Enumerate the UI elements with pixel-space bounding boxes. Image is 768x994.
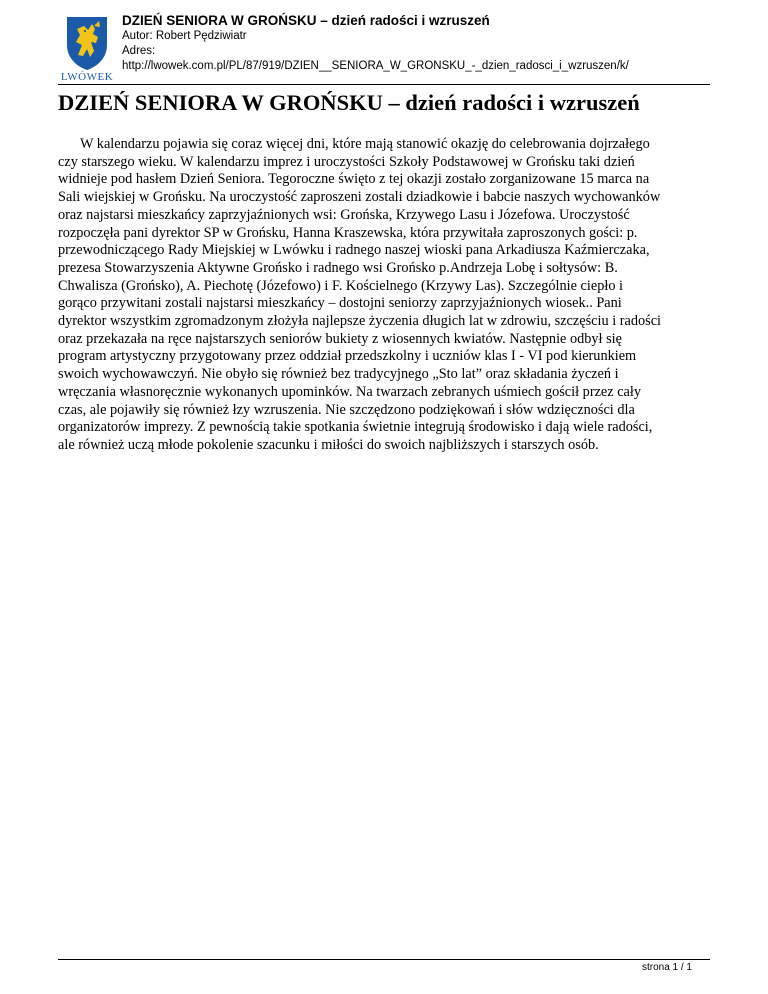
article-line: W kalendarzu pojawia się coraz więcej dni, które mają stanowić okazję do celebrowania dojrzałego	[80, 136, 650, 152]
article-line: program artystyczny przygotowany przez oddział przedszkolny i uczniów klas I - VI pod kierunkiem	[58, 348, 637, 365]
article-line: widnieje pod hasłem Dzień Seniora. Tegoroczne święto z tej okazji zostało zorganizowane 15 marca na	[58, 171, 650, 188]
coat-of-arms-icon	[58, 15, 116, 71]
article-line: rozpoczęła pani dyrektor SP w Grońsku, Hanna Kraszewska, która przywitała zaproszonych gości: p.	[58, 224, 638, 241]
article-line: dyrektor wszystkim zgromadzonym złożyła najlepsze życzenia długich lat w zdrowiu, szczęściu i radości	[58, 313, 662, 330]
article-line: wręczania własnoręcznie wykonanych upominków. Na twarzach zebranych uśmiech gościł przez cały	[58, 383, 642, 400]
header-address-label: Adres:	[122, 45, 156, 57]
article-line: organizatorów imprezy. Z pewnością takie spotkania świetnie integrują środowisko i dają wiele radości,	[58, 419, 653, 436]
article-line: ale również uczą młode pokolenie szacunku i miłości do swoich najbliższych i starszych osób.	[58, 436, 599, 453]
lwowek-coat-of-arms-logo	[58, 15, 116, 85]
article-line: czy starszego wieku. W kalendarzu imprez i uroczystości Szkoły Podstawowej w Grońsku taki dzień	[58, 153, 635, 170]
article-line: oraz najstarsi mieszkańcy zaprzyjaźnionych wsi: Grońska, Krzywego Lasu i Józefowa. Uroczystość	[58, 206, 630, 223]
footer-divider	[58, 959, 710, 960]
article-line: przewodniczącego Rady Miejskiej w Lwówku i radnego naszej wioski pana Arkadiusza Kaźmierczaka,	[58, 242, 650, 259]
header-doc-title: DZIEŃ SENIORA W GROŃSKU – dzień radości i wzruszeń	[122, 13, 490, 28]
document-header	[58, 12, 710, 82]
article-line: oraz przekazała na ręce najstarszych seniorów bukiety z wiosennych kwiatów. Następnie odbył się	[58, 330, 622, 347]
article-line: Sali wiejskiej w Grońsku. Na uroczystość zaproszeni zostali dziadkowie i babcie naszych wychowanków	[58, 189, 661, 206]
article-body	[58, 136, 718, 455]
article-title: DZIEŃ SENIORA W GROŃSKU – dzień radości i wzruszeń	[58, 90, 640, 115]
article-line: czas, ale pojawiły się również łzy wzruszenia. Nie szczędzono podziękowań i słów wdzięczności dla	[58, 401, 635, 418]
logo-text: LWÓWEK	[60, 71, 114, 83]
header-url-link[interactable]: http://lwowek.com.pl/PL/87/919/DZIEN__SENIORA_W_GRONSKU_-_dzien_radosci_i_wzruszen/k/	[122, 60, 629, 72]
document-meta	[122, 12, 629, 74]
article-line: prezesa Stowarzyszenia Aktywne Grońsko i radnego wsi Grońsko p.Andrzeja Lobę i sołtysów: B.	[58, 259, 618, 276]
header-author: Autor: Robert Pędziwiatr	[122, 30, 247, 42]
page-number: strona 1 / 1	[641, 962, 692, 973]
article-line: gorąco przywitani zostali najstarsi mieszkańcy – dostojni seniorzy zaprzyjaźnionych wiosek.. Pani	[58, 295, 622, 312]
article-line: Chwalisza (Grońsko), A. Piechotę (Józefowo) i F. Kościelnego (Krzywy Las). Szczególnie ciepło i	[58, 277, 624, 294]
header-divider	[58, 84, 710, 85]
article-line: swoich wychowawczyń. Nie obyło się również bez tradycyjnego „Sto lat” oraz składania życzeń i	[58, 366, 619, 383]
